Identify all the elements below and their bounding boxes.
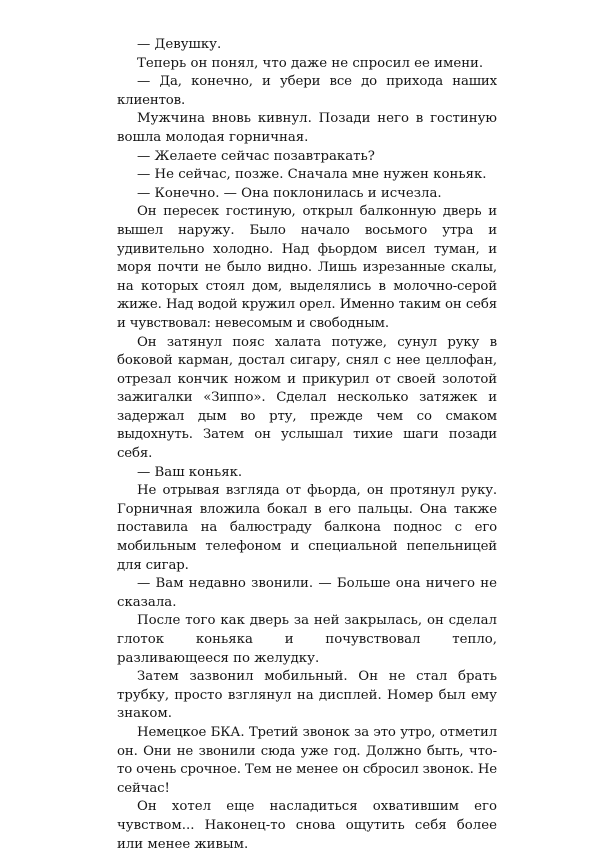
paragraph: Затем зазвонил мобильный. Он не стал брать трубку, просто взглянул на дисплей. Номер был ему знаком.: [117, 669, 497, 722]
paragraph: — Вам недавно звонили. — Больше она ничего не сказала.: [117, 576, 497, 610]
paragraph: — Конечно. — Она поклонилась и исчезла.: [137, 185, 442, 201]
paragraph: — Желаете сейчас позавтракать?: [137, 148, 375, 164]
paragraph: Он пересек гостиную, открыл балконную дверь и вышел наружу. Было начало восьмого утра и удивительно холодно. Над фьордом висел туман, и моря почти не было видно. Лишь изрезанные скалы, на которых стоял дом, выделялись в молочно-серой жиже. Над водой кружил орел. Именно таким он себя и чувствовал: невесомым и свободным.: [117, 204, 497, 331]
paragraph: Не отрывая взгляда от фьорда, он протянул руку. Горничная вложила бокал в его пальцы. Она также поставила на балюстраду балкона поднос с его мобильным телефоном и специальной пепельницей для сигар.: [117, 483, 497, 573]
paragraph: Он хотел еще насладиться охватившим его чувством... Наконец-то снова ощутить себя более или менее живым.: [117, 799, 497, 852]
paragraph: — Девушку.: [137, 37, 222, 52]
page-text: [117, 36, 497, 854]
paragraph: Теперь он понял, что даже не спросил ее имени.: [137, 55, 484, 71]
paragraph: Немецкое БКА. Третий звонок за это утро, отметил он. Они не звонили сюда уже год. Должно быть, что-то очень срочное. Тем не менее он сбросил звонок. Не сейчас!: [117, 724, 497, 796]
paragraph: Он затянул пояс халата потуже, сунул руку в боковой карман, достал сигару, снял с нее целлофан, отрезал кончик ножом и прикурил от своей золотой зажигалки «Зиппо». Сделал несколько затяжек и задержал дым во рту, прежде чем со смаком выдохнуть. Затем он услышал тихие шаги позади себя.: [117, 334, 497, 462]
paragraph: — Да, конечно, и убери все до прихода наших клиентов.: [117, 74, 497, 108]
paragraph: Мужчина вновь кивнул. Позади него в гостиную вошла молодая горничная.: [117, 111, 497, 145]
paragraph: — Ваш коньяк.: [137, 464, 243, 480]
paragraph: — Не сейчас, позже. Сначала мне нужен коньяк.: [137, 167, 487, 183]
paragraph: После того как дверь за ней закрылась, он сделал глоток коньяка и почувствовал тепло, разливающееся по желудку.: [117, 613, 497, 666]
